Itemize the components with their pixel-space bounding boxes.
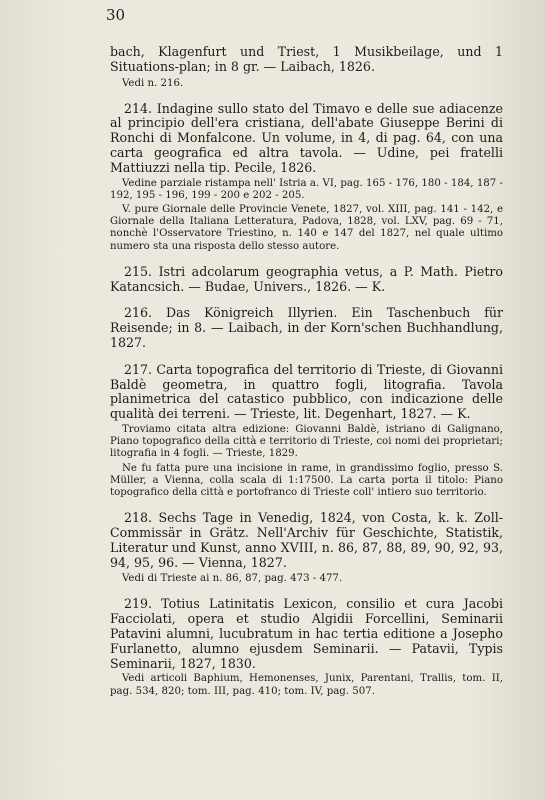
entry-text: 217. Carta topografica del territorio di Trieste, di Giovanni Baldè geometra, in quattro fogli, litografia. Tavola planimetrica del catastico pubblico, con indicazione delle qualità dei terreni. — Trieste, lit. Degenhart, 1827. — K. xyxy=(110,361,503,422)
entry-217 xyxy=(110,363,503,499)
page-number: 30 xyxy=(106,6,126,24)
entry-text: 218. Sechs Tage in Venedig, 1824, von Costa, k. k. Zoll-Commissär in Grätz. Nell'Archiv für Geschichte, Statistik, Literatur und Kunst, anno XVIII, n. 86, 87, 88, 89, 90, 92, 93, 94, 95, 96. — Vienna, 1827. xyxy=(110,510,503,570)
entry-text: 216. Das Königreich Illyrien. Ein Taschenbuch für Reisende; in 8. — Laibach, in der Korn'schen Buchhandlung, 1827. xyxy=(110,305,503,350)
entry-note: Vedi articoli Baphium, Hemonenses, Junix, Parentani, Trallis, tom. II, pag. 534, 820; tom. III, pag. 410; tom. IV, pag. 507. xyxy=(110,673,503,697)
entry-215 xyxy=(110,265,503,295)
entry-text: bach, Klagenfurt und Triest, 1 Musikbeilage, und 1 Situations-plan; in 8 gr. — Laibach, 1826. xyxy=(110,44,503,74)
entry-text: 214. Indagine sullo stato del Timavo e delle sue adiacenze al principio dell'era cristiana, dell'abate Giuseppe Berini di Ronchi di Monfalcone. Un volume, in 4, di pag. 64, con una carta geografica ed altra tavola. — Udine, pei fratelli Mattiuzzi nella tip. Pecile, 1826. xyxy=(110,100,503,175)
entry-219 xyxy=(110,597,503,697)
entry-note: Vedi n. 216. xyxy=(122,77,184,89)
entry-note: Ne fu fatta pure una incisione in rame, in grandissimo foglio, presso S. Müller, a Vienna, colla scala di 1:17500. La carta porta il titolo: Piano topografico della città e portofranco di Trieste coll' intiero suo territorio. xyxy=(110,462,503,498)
entry-text: 215. Istri adcolarum geographia vetus, a P. Math. Pietro Katancsich. — Budae, Univers., 1826. — K. xyxy=(110,263,503,294)
entry-218 xyxy=(110,511,503,585)
entry-note: Troviamo citata altra edizione: Giovanni Baldè, istriano di Galignano, Piano topografico della città e territorio di Trieste, coi nomi dei proprietari; litografia in 4 fogli. — Trieste, 1829. xyxy=(110,423,503,460)
entry-note: Vedine parziale ristampa nell' Istria a. VI, pag. 165 - 176, 180 - 184, 187 - 192, 195 - 196, 199 - 200 e 202 - 205. xyxy=(110,177,503,201)
entry-text: 219. Totius Latinitatis Lexicon, consilio et cura Jacobi Facciolati, opera et studio Algidii Forcellini, Seminarii Patavini alumni, lucubratum in hac tertia editione a Josepho Furlanetto, alumno ejusdem Seminarii. — Patavii, Typis Seminarii, 1827, 1830. xyxy=(110,596,503,671)
entry-note: V. pure Giornale delle Provincie Venete, 1827, vol. XIII, pag. 141 - 142, e Giornale della Italiana Letteratura, Padova, 1828, vol. LXV, pag. 69 - 71, nonchè l'Osservatore Triestino, n. 140 e 147 del 1827, nel quale ultimo numero sta una risposta dello stesso autore. xyxy=(110,203,503,252)
entry-note: Vedi di Trieste ai n. 86, 87, pag. 473 - 477. xyxy=(122,573,343,585)
entry-214 xyxy=(110,102,503,253)
entry-continuation xyxy=(110,45,503,90)
entry-216 xyxy=(110,306,503,350)
page-content xyxy=(110,45,503,698)
